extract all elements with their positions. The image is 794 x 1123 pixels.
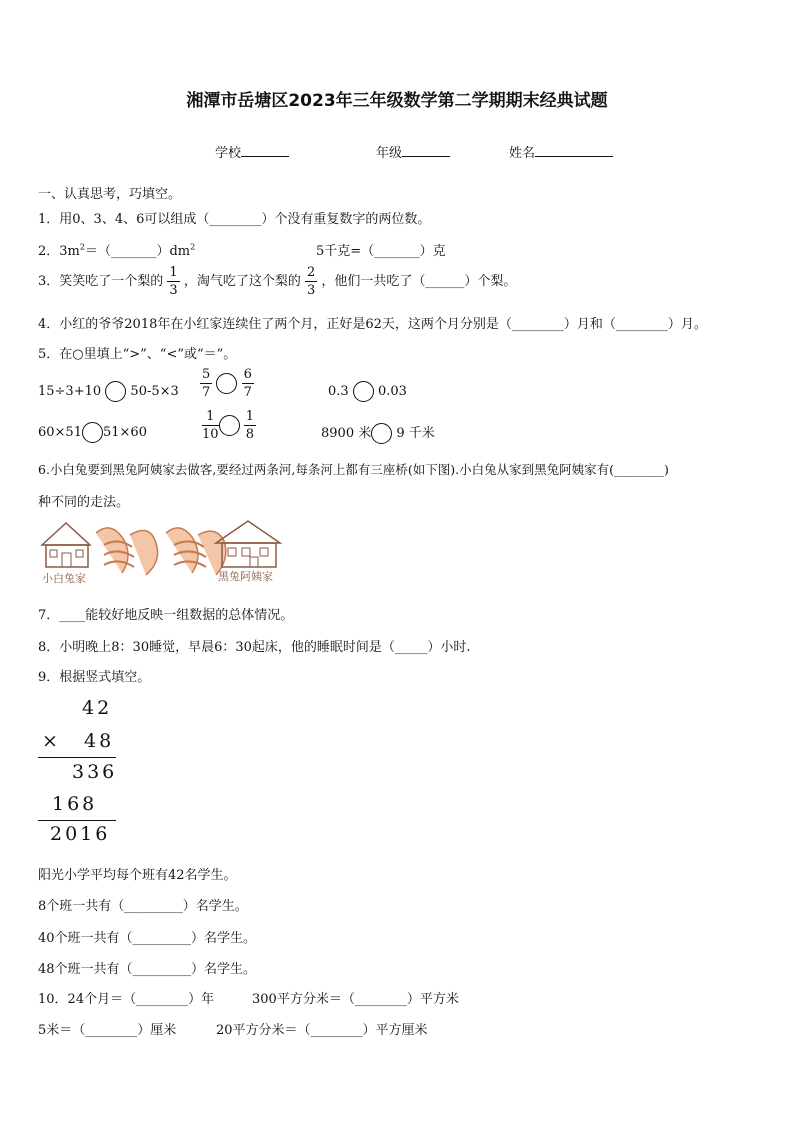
fraction-denominator: 3 bbox=[307, 283, 316, 298]
question-10a: 10．24个月＝（________）年 bbox=[38, 992, 215, 1007]
fraction-numerator: 6 bbox=[243, 367, 252, 382]
compare-left: 60×51 bbox=[38, 425, 82, 440]
fraction-numerator: 2 bbox=[307, 265, 316, 280]
q2-mid: ＝（_______）dm bbox=[84, 244, 191, 259]
partial-product-1: 336 bbox=[72, 761, 118, 783]
q5-row1-compare-a bbox=[38, 381, 179, 402]
compare-right: 50-5×3 bbox=[130, 384, 179, 399]
question-6-line2: 种不同的走法。 bbox=[38, 495, 130, 510]
river-bridges-icon bbox=[96, 528, 226, 575]
question-6-line1: 6.小白兔要到黑兔阿姨家去做客,要经过两条河,每条河上都有三座桥(如下图).小白兔从家到黑兔阿姨家有(________) bbox=[38, 462, 669, 477]
question-3 bbox=[38, 266, 516, 297]
sum-line bbox=[38, 820, 116, 821]
partial-product-2: 168 bbox=[52, 793, 98, 815]
question-10d: 20平方分米＝（________）平方厘米 bbox=[216, 1023, 428, 1038]
q2-prefix: 2．3m bbox=[38, 244, 80, 259]
compare-circle[interactable] bbox=[105, 381, 126, 402]
school-blank[interactable] bbox=[241, 144, 289, 157]
question-10b: 300平方分米＝（________）平方米 bbox=[252, 992, 459, 1007]
fraction-denominator: 7 bbox=[202, 385, 211, 400]
fraction-denominator: 3 bbox=[169, 283, 178, 298]
question-4: 4．小红的爷爷2018年在小红家连续住了两个月，正好是62天，这两个月分别是（________）月和（________）月。 bbox=[38, 317, 707, 332]
q5-row2-compare-c bbox=[321, 422, 435, 444]
question-2a bbox=[38, 240, 195, 259]
left-house-icon bbox=[42, 523, 90, 567]
multiply-sign: × bbox=[42, 730, 61, 752]
fraction-left bbox=[202, 410, 219, 441]
illustration-right-label: 黑兔阿姨家 bbox=[218, 570, 273, 583]
fraction-denominator: 10 bbox=[202, 427, 219, 442]
grade-label: 年级 bbox=[376, 146, 403, 161]
fraction-denominator: 8 bbox=[245, 427, 254, 442]
rabbit-bridges-illustration bbox=[38, 515, 288, 590]
q9-text-2: 8个班一共有（_________）名学生。 bbox=[38, 899, 248, 914]
name-blank[interactable] bbox=[535, 144, 613, 157]
compare-right: 0.03 bbox=[377, 384, 407, 399]
q3-part2: ，淘气吃了这个梨的 bbox=[183, 274, 301, 289]
question-2b: 5千克=（_______）克 bbox=[316, 244, 446, 259]
q9-text-1: 阳光小学平均每个班有42名学生。 bbox=[38, 868, 237, 883]
q9-text-4: 48个班一共有（_________）名学生。 bbox=[38, 962, 257, 977]
fraction-right bbox=[244, 410, 256, 441]
compare-circle[interactable] bbox=[353, 381, 374, 402]
grade-blank[interactable] bbox=[402, 144, 450, 157]
q5-row1-compare-c bbox=[328, 381, 407, 402]
q2-sup2: 2 bbox=[190, 242, 196, 252]
name-label: 姓名 bbox=[509, 146, 536, 161]
q3-part3: ，他们一共吃了（______）个梨。 bbox=[321, 274, 517, 289]
fraction-numerator: 5 bbox=[202, 367, 211, 382]
question-1: 1．用0、3、4、6可以组成（________）个没有重复数字的两位数。 bbox=[38, 212, 431, 227]
illustration-left-label: 小白兔家 bbox=[42, 572, 86, 585]
q5-row1-compare-b bbox=[200, 368, 254, 399]
q3-fraction-2 bbox=[305, 266, 317, 297]
compare-right: 9 千米 bbox=[396, 426, 435, 441]
product: 2016 bbox=[50, 823, 111, 845]
q3-fraction-1 bbox=[167, 266, 179, 297]
fraction-numerator: 1 bbox=[202, 410, 219, 426]
school-label: 学校 bbox=[215, 146, 242, 161]
multiplier: 48 bbox=[84, 730, 115, 752]
section-heading: 一、认真思考，巧填空。 bbox=[38, 187, 182, 202]
question-9-stem: 9．根据竖式填空。 bbox=[38, 670, 151, 685]
q3-part1: 3．笑笑吃了一个梨的 bbox=[38, 274, 164, 289]
name-field bbox=[509, 142, 613, 161]
fraction-denominator: 7 bbox=[243, 385, 252, 400]
compare-left: 15÷3+10 bbox=[38, 384, 102, 399]
q5-row2-compare-b bbox=[202, 410, 256, 441]
q9-text-3: 40个班一共有（_________）名学生。 bbox=[38, 931, 257, 946]
compare-circle[interactable] bbox=[82, 422, 103, 443]
page-title: 湘潭市岳塘区2023年三年级数学第二学期期末经典试题 bbox=[186, 91, 608, 111]
question-7: 7．____能较好地反映一组数据的总体情况。 bbox=[38, 608, 294, 623]
compare-circle[interactable] bbox=[216, 373, 237, 394]
q2-sup: 2 bbox=[79, 242, 85, 252]
compare-left: 0.3 bbox=[328, 384, 349, 399]
fraction-right bbox=[242, 368, 254, 399]
compare-right: 51×60 bbox=[102, 425, 147, 440]
compare-left: 8900 米 bbox=[321, 426, 372, 441]
fraction-numerator: 1 bbox=[245, 409, 254, 424]
question-10c: 5米＝（________）厘米 bbox=[38, 1023, 177, 1038]
fraction-left bbox=[200, 368, 212, 399]
compare-circle[interactable] bbox=[371, 423, 392, 444]
question-8: 8．小明晚上8：30睡觉，早晨6：30起床，他的睡眠时间是（_____）小时. bbox=[38, 640, 471, 655]
compare-circle[interactable] bbox=[219, 415, 240, 436]
question-5-stem: 5．在○里填上“>”、“<”或“＝”。 bbox=[38, 347, 237, 362]
q5-row2-compare-a bbox=[38, 422, 147, 443]
multiplicand: 42 bbox=[82, 697, 113, 719]
multiplication-line bbox=[38, 757, 116, 758]
fraction-numerator: 1 bbox=[169, 265, 178, 280]
school-field bbox=[215, 142, 289, 161]
grade-field bbox=[376, 142, 450, 161]
